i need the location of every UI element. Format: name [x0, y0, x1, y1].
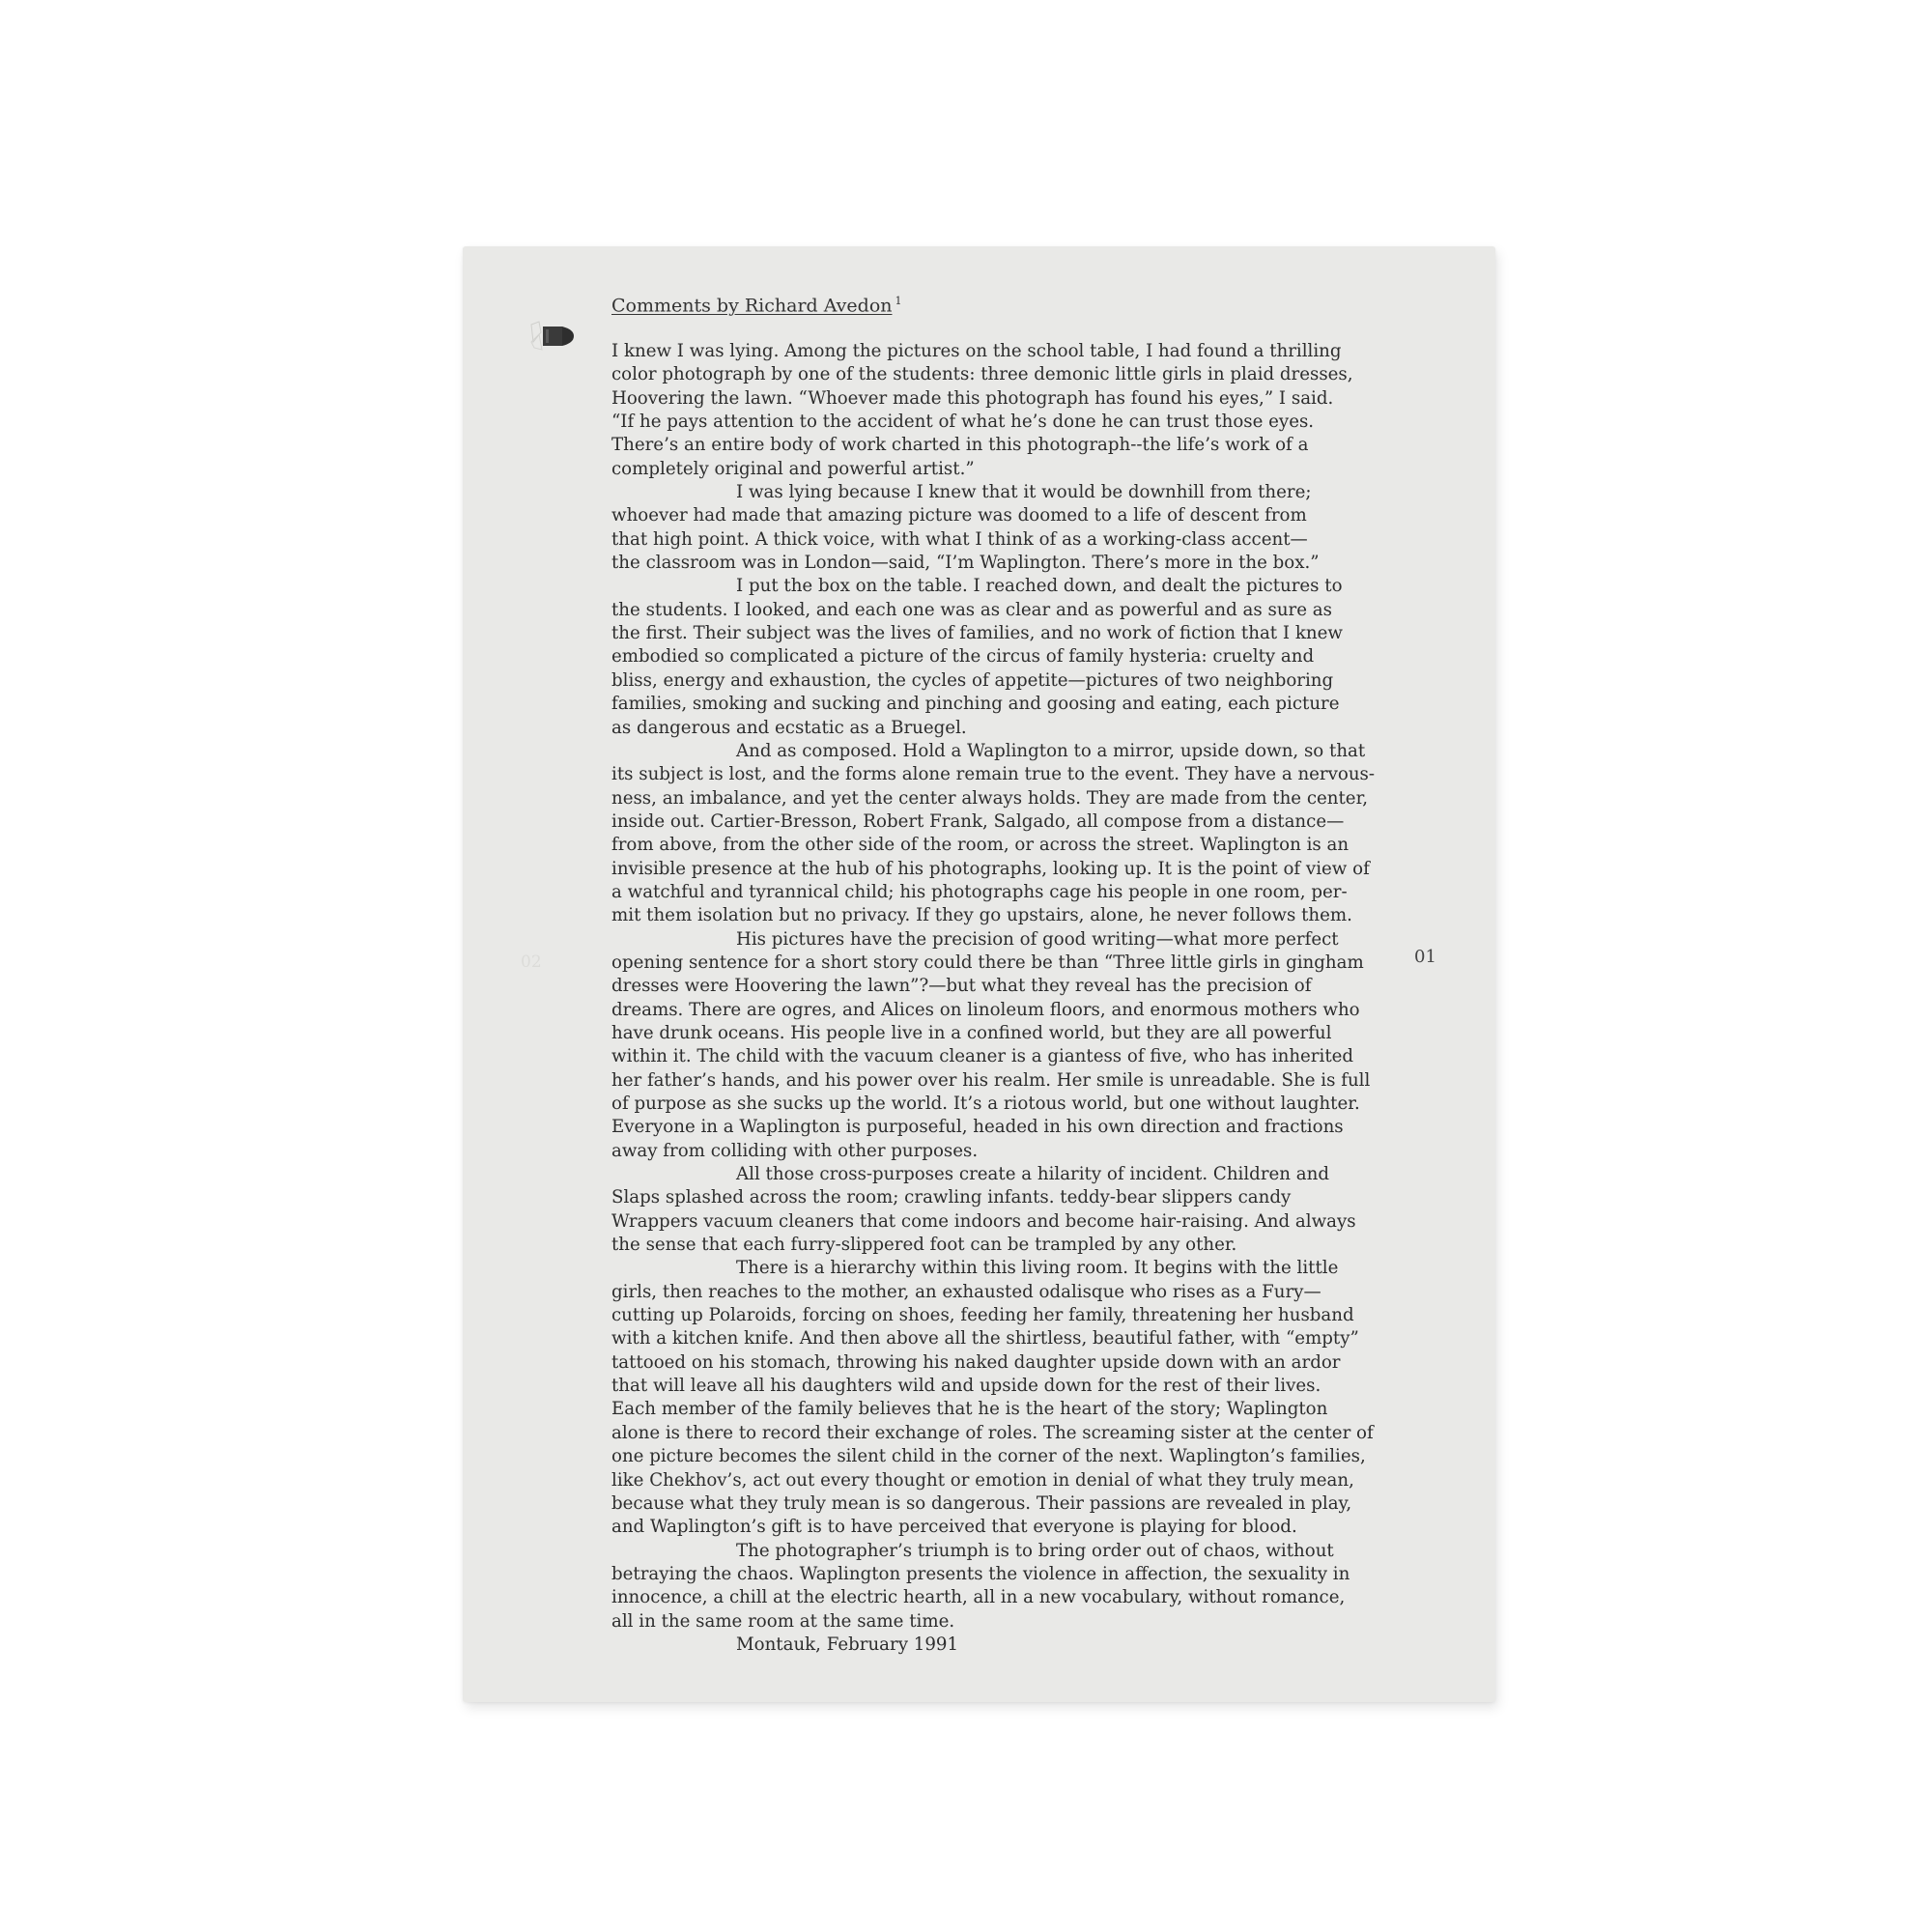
- text-line: His pictures have the precision of good writing—what more perfect: [736, 928, 1339, 950]
- text-line: I was lying because I knew that it would be downhill from there;: [736, 482, 1312, 503]
- text-line: with a kitchen knife. And then above all the shirtless, beautiful father, with “empty”: [611, 1328, 1359, 1350]
- text-line: Slaps splashed across the room; crawling infants. teddy-bear slippers candy: [611, 1187, 1292, 1208]
- bleed-through-page-number: 02: [521, 952, 542, 972]
- text-line: whoever had made that amazing picture was doomed to a life of descent from: [611, 505, 1307, 526]
- text-line: away from colliding with other purposes.: [611, 1140, 979, 1161]
- text-line: and Waplington’s gift is to have perceived that everyone is playing for blood.: [611, 1517, 1297, 1538]
- text-line: like Chekhov’s, act out every thought or emotion in denial of what they truly mean,: [611, 1469, 1354, 1491]
- text-line: dreams. There are ogres, and Alices on linoleum floors, and enormous mothers who: [611, 999, 1360, 1020]
- text-line: because what they truly mean is so dangerous. Their passions are revealed in play,: [611, 1492, 1352, 1514]
- text-line: tattooed on his stomach, throwing his naked daughter upside down with an ardor: [611, 1351, 1341, 1373]
- text-line: the students. I looked, and each one was as clear and as powerful and as sure as: [611, 599, 1332, 620]
- text-line: opening sentence for a short story could there be than “Three little girls in gingham: [611, 952, 1364, 973]
- text-line: that high point. A thick voice, with what I think of as a working-class accent—: [611, 528, 1308, 550]
- text-line: And as composed. Hold a Waplington to a mirror, upside down, so that: [736, 740, 1366, 761]
- text-line: the first. Their subject was the lives of families, and no work of fiction that I knew: [611, 623, 1343, 644]
- text-line: a watchful and tyrannical child; his photographs cage his people in one room, per-: [611, 881, 1348, 902]
- text-line: of purpose as she sucks up the world. It’s a riotous world, but one without laughter.: [611, 1094, 1360, 1114]
- text-line: invisible presence at the hub of his photographs, looking up. It is the point of view of: [611, 858, 1370, 879]
- text-line: all in the same room at the same time.: [611, 1610, 955, 1632]
- text-line: There is a hierarchy within this living room. It begins with the little: [736, 1258, 1339, 1279]
- text-line: I put the box on the table. I reached down, and dealt the pictures to: [736, 576, 1343, 597]
- text-line: innocence, a chill at the electric hearth, all in a new vocabulary, without romance,: [611, 1587, 1346, 1608]
- text-line: completely original and powerful artist.”: [611, 458, 975, 479]
- text-line: mit them isolation but no privacy. If they go upstairs, alone, he never follows them.: [611, 905, 1352, 926]
- text-line: Wrappers vacuum cleaners that come indoors and become hair-raising. And always: [611, 1210, 1356, 1232]
- text-line: inside out. Cartier-Bresson, Robert Frank, Salgado, all compose from a distance—: [611, 810, 1345, 832]
- binder-clip-icon: [529, 321, 576, 352]
- text-line: The photographer’s triumph is to bring order out of chaos, without: [736, 1540, 1334, 1561]
- text-line: alone is there to record their exchange of roles. The screaming sister at the center of: [611, 1422, 1374, 1443]
- text-line: All those cross-purposes create a hilarity of incident. Children and: [736, 1164, 1329, 1185]
- text-line: bliss, energy and exhaustion, the cycles of appetite—pictures of two neighboring: [611, 669, 1334, 691]
- essay-body: [611, 340, 1376, 1657]
- text-line: I knew I was lying. Among the pictures on the school table, I had found a thrilling: [611, 341, 1342, 361]
- page-number: 01: [1414, 947, 1436, 967]
- text-line: embodied so complicated a picture of the circus of family hysteria: cruelty and: [611, 646, 1315, 668]
- text-line: that will leave all his daughters wild and upside down for the rest of their lives.: [611, 1376, 1321, 1397]
- footnote-marker: 1: [895, 295, 902, 307]
- text-line: its subject is lost, and the forms alone remain true to the event. They have a nervous-: [611, 764, 1376, 785]
- text-line: There’s an entire body of work charted in this photograph--the life’s work of a: [611, 435, 1309, 456]
- text-line: from above, from the other side of the room, or across the street. Waplington is an: [611, 835, 1350, 856]
- text-line: Everyone in a Waplington is purposeful, headed in his own direction and fractions: [611, 1117, 1344, 1138]
- text-line: have drunk oceans. His people live in a confined world, but they are all powerful: [611, 1022, 1332, 1043]
- text-line: Montauk, February 1991: [736, 1634, 959, 1655]
- text-line: as dangerous and ecstatic as a Bruegel.: [611, 717, 967, 738]
- text-line: families, smoking and sucking and pinching and goosing and eating, each picture: [611, 694, 1340, 715]
- text-line: cutting up Polaroids, forcing on shoes, feeding her family, threatening her husband: [611, 1305, 1354, 1326]
- text-line: one picture becomes the silent child in the corner of the next. Waplington’s families,: [611, 1446, 1366, 1467]
- heading-title: Comments by Richard Avedon: [611, 295, 893, 317]
- text-line: within it. The child with the vacuum cleaner is a giantess of five, who has inherited: [611, 1046, 1354, 1067]
- text-line: the classroom was in London—said, “I’m Waplington. There’s more in the box.”: [611, 553, 1320, 574]
- text-line: dresses were Hoovering the lawn”?—but what they reveal has the precision of: [611, 976, 1312, 997]
- text-line: girls, then reaches to the mother, an exhausted odalisque who rises as a Fury—: [611, 1281, 1321, 1302]
- text-line: “If he pays attention to the accident of what he’s done he can trust those eyes.: [611, 412, 1315, 433]
- text-line: Each member of the family believes that he is the heart of the story; Waplington: [611, 1399, 1328, 1420]
- text-line: Hoovering the lawn. “Whoever made this photograph has found his eyes,” I said.: [611, 387, 1334, 409]
- text-line: color photograph by one of the students: three demonic little girls in plaid dresses,: [611, 364, 1353, 385]
- text-line: betraying the chaos. Waplington presents the violence in affection, the sexuality in: [611, 1563, 1350, 1584]
- document-heading: [611, 295, 902, 316]
- text-line: the sense that each furry-slippered foot can be trampled by any other.: [611, 1235, 1237, 1256]
- text-line: ness, an imbalance, and yet the center always holds. They are made from the center,: [611, 787, 1369, 809]
- text-line: her father’s hands, and his power over his realm. Her smile is unreadable. She is full: [611, 1069, 1371, 1091]
